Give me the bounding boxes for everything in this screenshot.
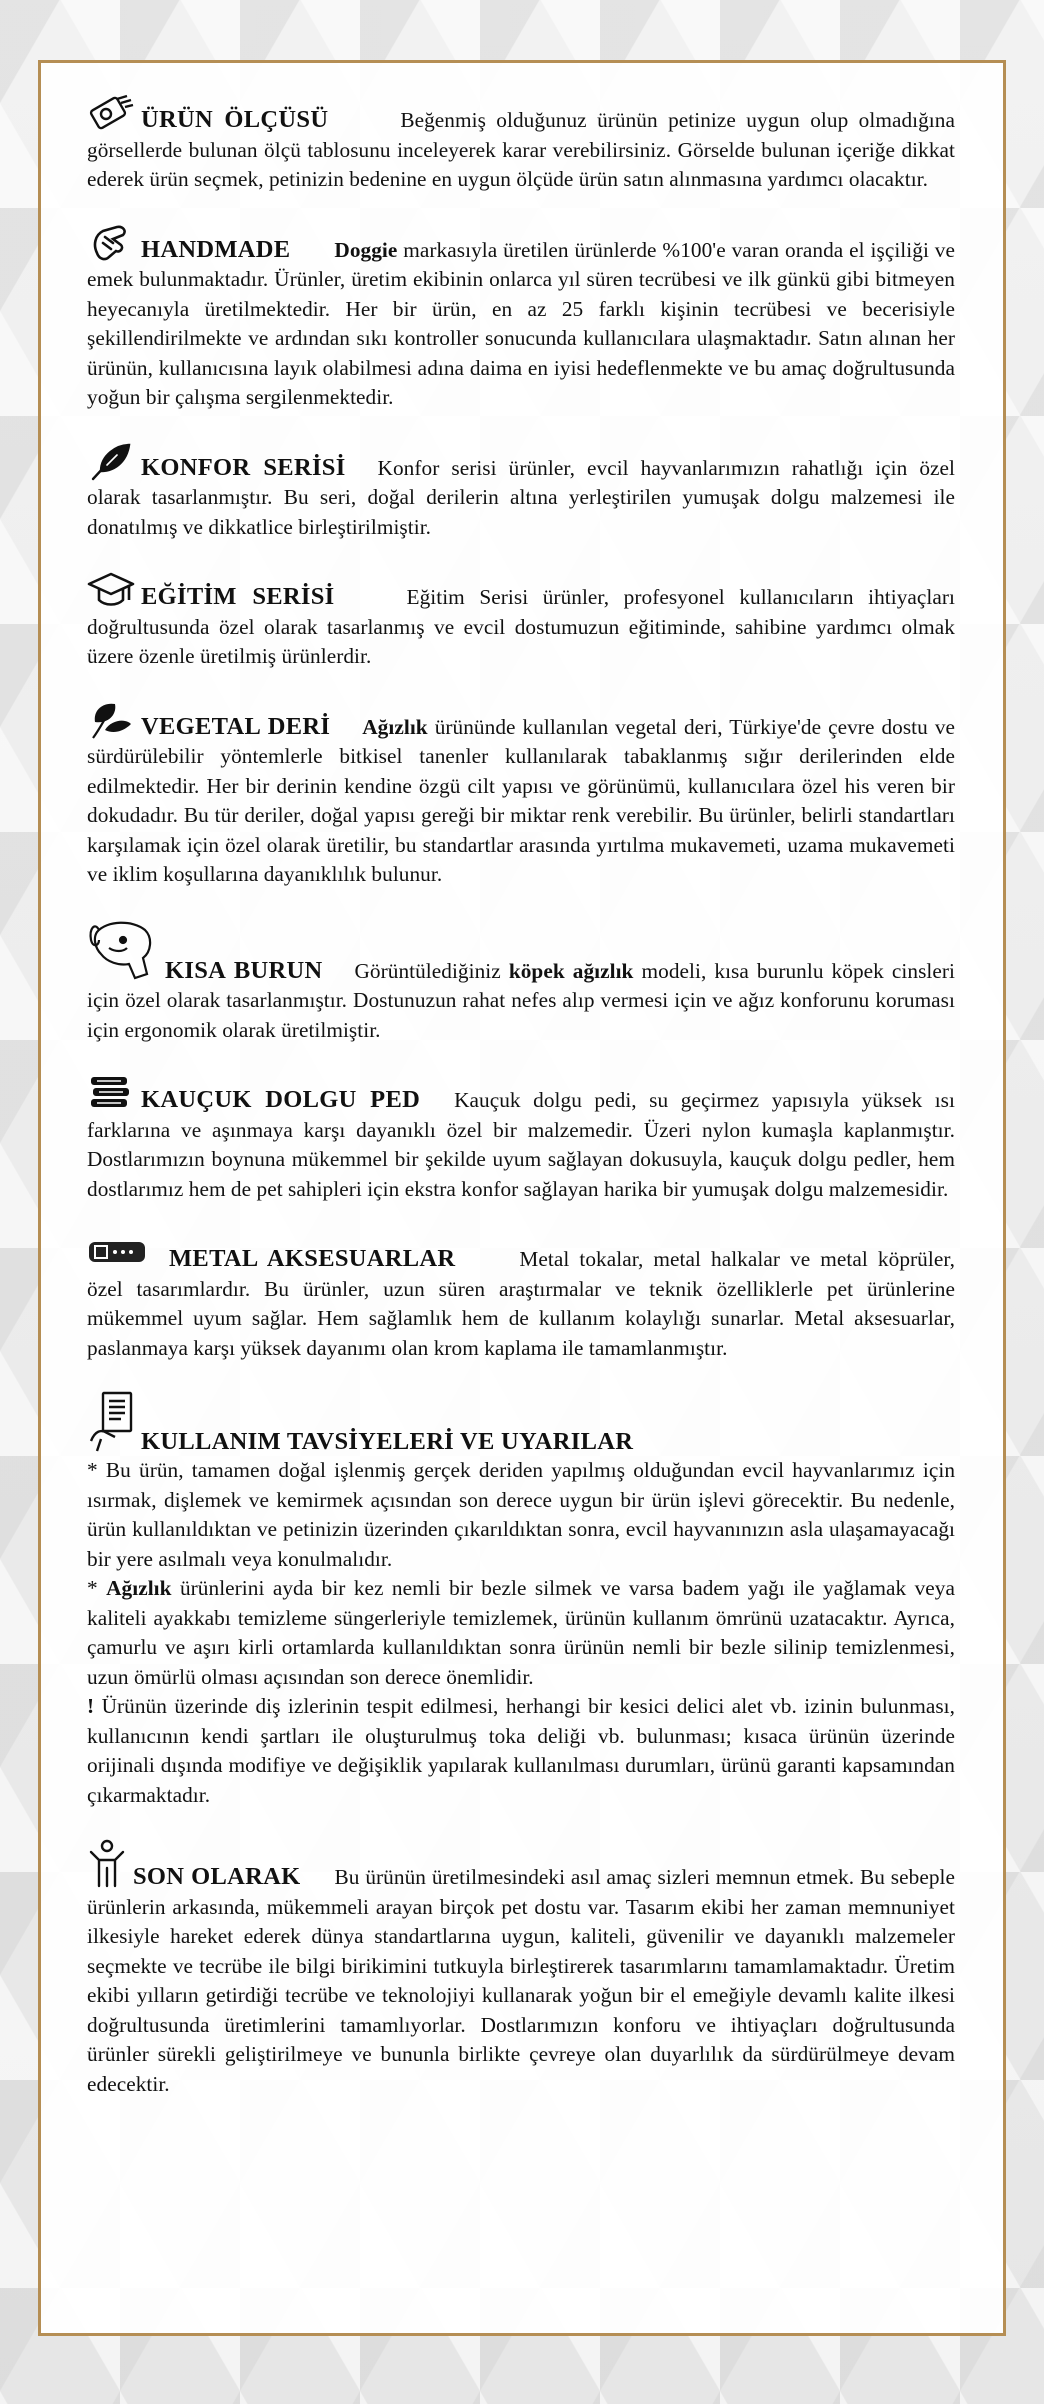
section-text: ürününde kullanılan vegetal deri, Türkiye'de çevre dostu ve sürdürülebilir yöntemlerle bitkisel tanenler kullanılarak tabaklanmış sığır derilerinden elde edilmektedir. Her bir derinin kendine özgü cilt yapısı ve görünümü, kullanıcılara özel his veren bir dokudadır. Bu tür deriler, doğal yapısı gereği bir miktar renk verebilir. Bu ürünler, belirli standartları karşılamak için özel olarak üretilir, bu standartlar arasında yırtılma mukavemeti, uzama mukavemeti ve iklim koşullarına dayanıklılık bulunur. [87,714,956,886]
note-item: * Ağızlık ürünlerini ayda bir kez nemli bir bezle silmek ve varsa badem yağı ile yağlamak veya kaliteli ayakkabı temizleme süngerleriyle temizlemek, ürünün kullanım ömrünü uzatacaktır. Ayrıca, çamurlu ve aşırı kirli ortamlarda kullanıldıktan sonra ürünün nemli bir bezle silinip temizlenmesi, uzun ömürlü olması açısından son derece önemlidir. [87,1576,956,1689]
section-text: modeli, kısa burunlu köpek cinsleri için özel olarak tasarlanmıştır. Dostunuzun rahat nefes alıp vermesi için ve ağız konforunu koruması için ergonomik olarak üretilmiştir. [87,958,955,1042]
measuring-tape-icon [87,93,135,135]
section-title: ÜRÜN ÖLÇÜSÜ [141,106,329,133]
section-product-size [87,93,955,195]
hand-icon [87,223,135,265]
section-usage-warnings [87,1391,955,1810]
collar-icon [87,1232,147,1274]
section-text: Beğenmiş olduğunuz ürünün petinize uygun olup olmadığına görsellerde bulunan ölçü tablosunu inceleyerek karar verebilirsiniz. Görselde bulunan içeriğe dikkat ederek ürün seçmek, petinizin bedenine en uygun ölçüde ürün satın alınmasına yardımcı olacaktır. [87,108,955,191]
section-text: Metal tokalar, metal halkalar ve metal köprüler, özel tasarımlardır. Bu ürünler, uzun süren araştırmalar ve teknik özelliklerle pet ürünlerine mükemmel uyum sağlar. Hem sağlamlık hem de kullanım kolaylığı sunarlar. Metal aksesuarlar, paslanmaya karşı yüksek dayanımı olan krom kaplama ile tamamlanmıştır. [87,1247,955,1360]
section-rubber-pad [87,1073,955,1204]
section-title: SON OLARAK [133,1863,301,1890]
info-panel [38,60,1006,2336]
section-title: KONFOR SERİSİ [141,453,346,481]
section-title: KAUÇUK DOLGU PED [141,1086,421,1113]
leaf-icon [87,700,135,742]
person-icon [87,1838,127,1890]
feather-icon [87,441,135,483]
section-metal-accessories [87,1232,955,1363]
section-text: Bu ürünün üretilmesindeki asıl amaç sizleri memnun etmek. Bu sebeple ürünlerin arkasında, mükemmeli arayan birçok pet dostu var. Tasarım ekibi her zaman memnuniyet ilkesiyle hareket ederek dünya standartlarına uygun, kaliteli, güvenilir ve dayanıklı malzemeler seçmekte ve tecrübe ile bilgi birikimini tutkuyla birleştirerek tasarımlarını tamamlamaktadır. Üretim ekibi yılların getirdiği tecrübe ve teknolojiyi kullanarak yoğun bir el emeğiyle devamlı kalite ilkesi doğrultusunda üretimlerini tamamlıyorlar. Dostlarımızın konforu ve ihtiyaçları doğrultusunda ürünler sürekli geliştirilmeye ve bununla birlikte çevreye olan duyarlılık da sürdürülmeye devam edecektir. [87,1865,955,2096]
section-vegetal-leather [87,700,955,890]
section-title: HANDMADE [141,235,291,263]
product-name: köpek ağızlık [508,958,634,983]
section-text: Eğitim Serisi ürünler, profesyonel kullanıcıların ihtiyaçları doğrultusunda özel olarak tasarlanmış ve evcil dostumuzun eğitiminde, sahibine yardımcı olmak üzere özenle üretilmiş ürünlerdir. [87,585,956,668]
section-finally [87,1838,955,2099]
document-hand-icon [87,1391,135,1453]
section-title: KULLANIM TAVSİYELERİ VE UYARILAR [141,1428,634,1455]
brand-name: Doggie [334,237,398,262]
section-comfort-series [87,441,955,543]
section-handmade [87,223,955,413]
section-text: Kauçuk dolgu pedi, su geçirmez yapısıyla yüksek ısı farklarına ve aşınmaya karşı dayanıklı özel bir malzemedir. Üzeri nylon kumaşla kaplanmıştır. Dostlarımızın boynuna mükemmel bir şekilde uyum sağlayan dokusuyla, kauçuk dolgu pedler, hem dostlarımız hem de pet sahipleri için ekstra konfor sağlayan harika bir yumuşak dolgu malzemesidir. [87,1088,955,1201]
section-title: METAL AKSESUARLAR [169,1245,456,1272]
stacked-pads-icon [87,1073,135,1115]
section-training-series [87,570,955,672]
text-before: Görüntülediğiniz [354,958,501,983]
section-short-nose [87,918,955,1046]
section-text: Konfor serisi ürünler, evcil hayvanlarımızın rahatlığı için özel olarak tasarlanmıştır. Bu seri, doğal derilerin altına yerleştirilen yumuşak dolgu malzemesi ile donatılmış ve dikkatlice birleştirilmiştir. [87,455,955,539]
section-text: markasıyla üretilen ürünlerde %100'e varan oranda el işçiliği ve emek bulunmaktadır. Ürünler, üretim ekibinin onlarca yıl süren tecrübesi ve ilk günkü gibi bitmeyen heyecanıyla üretilmektedir. Her bir ürün, en az 25 farklı kişinin tecrübesi ve becerisiyle şekillendirilmekte ve ardından sıkı kontroller sonucunda kullanıcılara ulaşmaktadır. Satın alınan her ürünün, kullanıcısına layık olabilmesi adına daima en iyisi hedeflenmekte ve bu amaç doğrultusunda yoğun bir çalışma sergilenmektedir. [87,237,956,409]
note-item: * Bu ürün, tamamen doğal işlenmiş gerçek deriden yapılmış olduğundan evcil hayvanlarımız için ısırmak, dişlemek ve kemirmek açısından son derece uygun bir ürün işlevi görecektir. Bu nedenle, ürün kullanıldıktan ve petinizin üzerinden çıkarıldıktan sonra, evcil hayvanınızın asla ulaşamayacağı bir yere asılmalı veya konulmalıdır. [87,1458,956,1571]
note-item: ! Ürünün üzerinde diş izlerinin tespit edilmesi, herhangi bir kesici delici alet vb. izinin bulunması, kullanıcının kendi şartları ile oluşturulmuş toka deliği vb. bulunması; kısaca ürünün üzerinde orijinali dışında modifiye ve değişiklik yapılarak kullanılması durumları, ürünü garanti kapsamından çıkarmaktadır. [87,1694,956,1807]
product-name: Ağızlık [362,714,428,739]
section-title: EĞİTİM SERİSİ [141,583,335,610]
graduation-cap-icon [87,570,135,612]
section-title: KISA BURUN [165,956,323,984]
dog-head-icon [87,918,159,984]
section-title: VEGETAL DERİ [141,712,331,740]
